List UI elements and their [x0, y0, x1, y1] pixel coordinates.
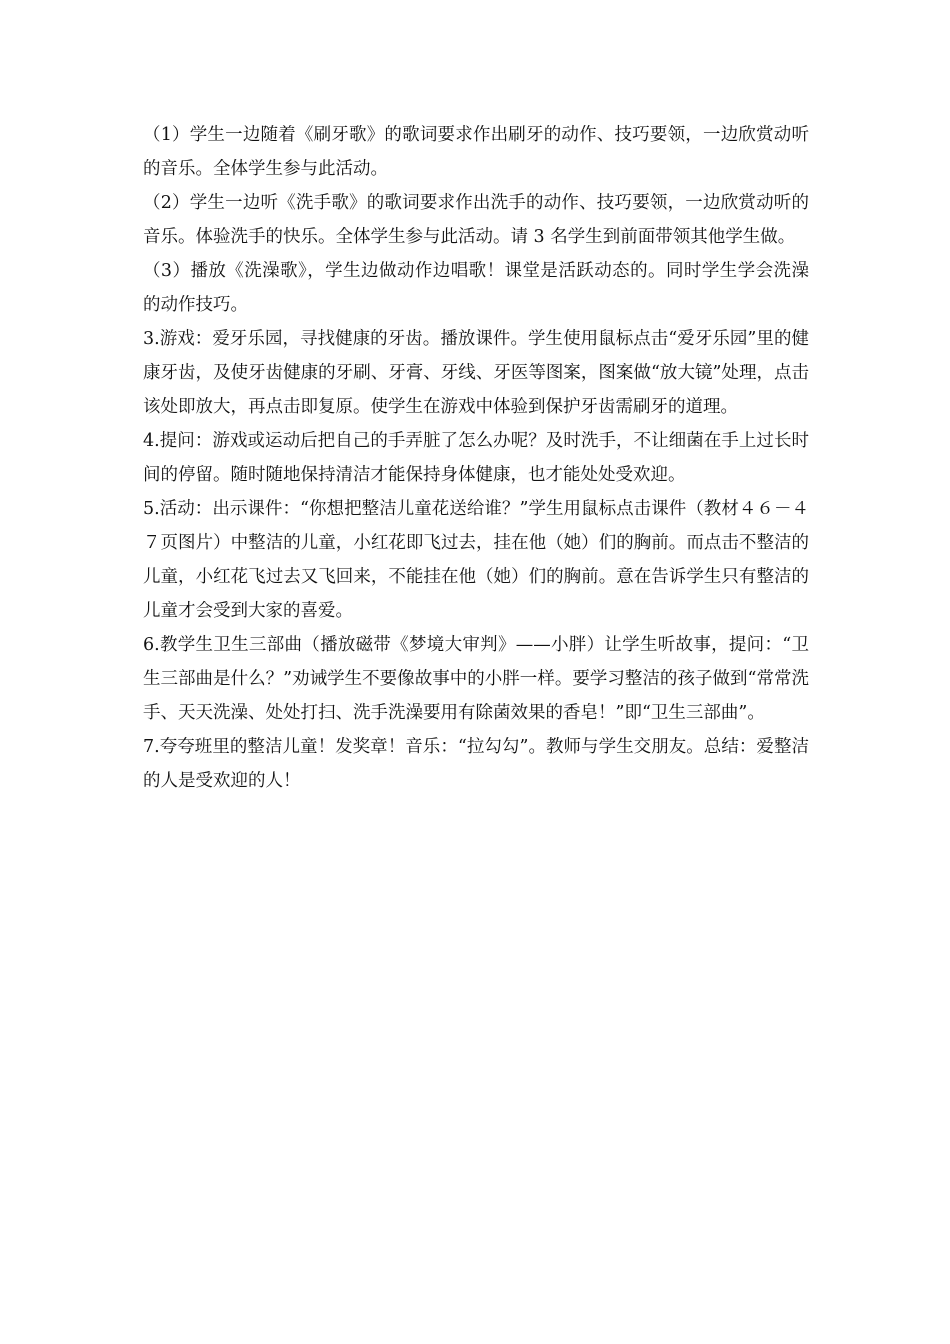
paragraph-praise-summary: 7.夸夸班里的整洁儿童！发奖章！音乐：“拉勾勾”。教师与学生交朋友。总结：爱整洁的人是受欢迎的人！	[143, 737, 809, 791]
paragraph-activity-flower: 5.活动：出示课件：“你想把整洁儿童花送给谁？”学生用鼠标点击课件（教材４６－４７页图片）中整洁的儿童，小红花即飞过去，挂在他（她）们的胸前。而点击不整洁的儿童，小红花飞过去又飞回来，不能挂在他（她）们的胸前。意在告诉学生只有整洁的儿童才会受到大家的喜爱。	[143, 499, 809, 621]
paragraph-bathing-song: （3）播放《洗澡歌》，学生边做动作边唱歌！课堂是活跃动态的。同时学生学会洗澡的动作技巧。	[143, 261, 809, 315]
paragraph-game-tooth-park: 3.游戏：爱牙乐园，寻找健康的牙齿。播放课件。学生使用鼠标点击“爱牙乐园”里的健康牙齿，及使牙齿健康的牙刷、牙膏、牙线、牙医等图案，图案做“放大镜”处理，点击该处即放大，再点击即复原。使学生在游戏中体验到保护牙齿需刷牙的道理。	[143, 329, 809, 417]
paragraph-handwashing-song: （2）学生一边听《洗手歌》的歌词要求作出洗手的动作、技巧要领，一边欣赏动听的音乐。体验洗手的快乐。全体学生参与此活动。请 3 名学生到前面带领其他学生做。	[143, 193, 809, 247]
paragraph-question-dirty-hands: 4.提问：游戏或运动后把自己的手弄脏了怎么办呢？及时洗手，不让细菌在手上过长时间的停留。随时随地保持清洁才能保持身体健康，也才能处处受欢迎。	[143, 431, 809, 485]
document-body	[143, 118, 809, 798]
paragraph-hygiene-trilogy: 6.教学生卫生三部曲（播放磁带《梦境大审判》——小胖）让学生听故事，提问：“卫生三部曲是什么？”劝诫学生不要像故事中的小胖一样。要学习整洁的孩子做到“常常洗手、天天洗澡、处处打扫、洗手洗澡要用有除菌效果的香皂！”即“卫生三部曲”。	[143, 635, 809, 723]
paragraph-brushing-song: （1）学生一边随着《刷牙歌》的歌词要求作出刷牙的动作、技巧要领，一边欣赏动听的音乐。全体学生参与此活动。	[143, 125, 809, 179]
